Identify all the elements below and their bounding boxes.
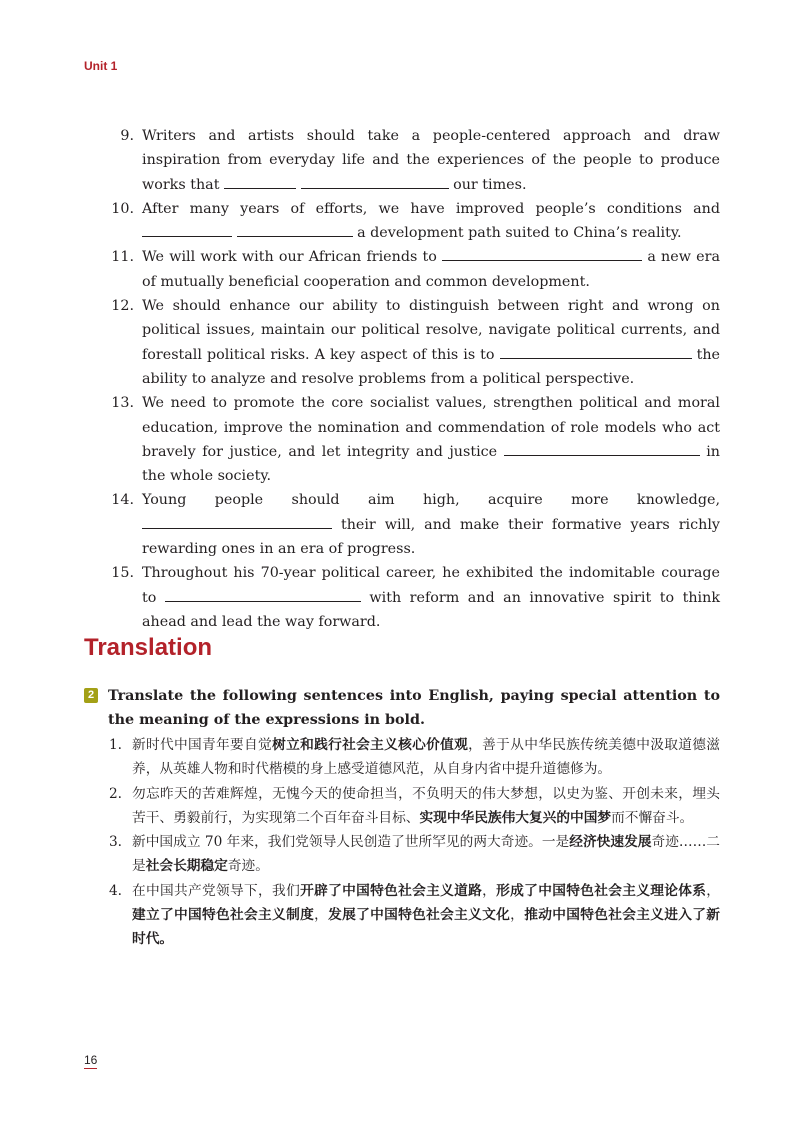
translation-text: 在中国共产党领导下，我们开辟了中国特色社会主义道路，形成了中国特色社会主义理论体系，建立了中国特色社会主义制度，发展了中国特色社会主义文化，推动中国特色社会主义进入了新时代。 <box>132 882 720 948</box>
task-instruction: Translate the following sentences into English, paying special attention to the meaning of the expressions in bold. <box>108 688 720 728</box>
exercise-text: After many years of efforts, we have improved people’s conditions and a development path suited to China’s reality. <box>142 200 720 242</box>
exercise-item <box>104 391 720 488</box>
answer-blank[interactable] <box>500 344 692 359</box>
translation-text: 新时代中国青年要自觉树立和践行社会主义核心价值观，善于从中华民族传统美德中汲取道德滋养，从英雄人物和时代楷模的身上感受道德风范，从自身内省中提升道德修为。 <box>132 737 720 778</box>
exercise-text: Young people should aim high, acquire more knowledge, their will, and make their formative years richly rewarding ones in an era of progress. <box>142 492 720 558</box>
exercise-item <box>104 561 720 634</box>
exercise-text: We should enhance our ability to distinguish between right and wrong on political issues, maintain our political resolve, navigate political currents, and forestall political risks. A key aspect of this is to the ability to analyze and resolve problems from a political perspective. <box>142 298 720 387</box>
exercise-item <box>104 124 720 197</box>
answer-blank[interactable] <box>224 174 296 189</box>
exercise-number: 15. <box>111 565 134 582</box>
answer-blank[interactable] <box>165 587 361 602</box>
exercise-item <box>104 488 720 561</box>
translation-item <box>104 782 720 831</box>
exercise-text: We need to promote the core socialist values, strengthen political and moral education, improve the nomination and commendation of role models who act bravely for justice, and let integrity and justice in the whole society. <box>142 395 721 485</box>
exercise-number: 13. <box>111 395 134 412</box>
task-number-badge: 2 <box>84 688 98 703</box>
exercise-number: 9. <box>120 128 134 144</box>
translation-item <box>104 879 720 952</box>
exercise-list <box>104 124 720 634</box>
answer-blank[interactable] <box>504 441 700 456</box>
translation-number: 1. <box>108 737 122 753</box>
answer-blank[interactable] <box>237 222 353 237</box>
answer-blank[interactable] <box>142 222 232 237</box>
answer-blank[interactable] <box>442 246 642 261</box>
translation-number: 3. <box>108 834 122 851</box>
translation-number: 2. <box>108 785 122 802</box>
page-number: 16 <box>84 1053 98 1067</box>
translation-list <box>104 733 720 952</box>
exercise-text: We will work with our African friends to a new era of mutually beneficial cooperation and common development. <box>142 245 720 294</box>
translation-text: 新中国成立 70 年来，我们党领导人民创造了世所罕见的两大奇迹。一是经济快速发展奇迹……二是社会长期稳定奇迹。 <box>132 834 720 875</box>
translation-item <box>104 733 720 782</box>
translation-task <box>84 684 720 732</box>
unit-label: Unit 1 <box>84 59 118 73</box>
exercise-number: 11. <box>111 249 134 266</box>
exercise-item <box>104 245 720 294</box>
exercise-item <box>104 294 720 391</box>
translation-text: 勿忘昨天的苦难辉煌，无愧今天的使命担当，不负明天的伟大梦想，以史为鉴、开创未来，埋头苦干、勇毅前行，为实现第二个百年奋斗目标、实现中华民族伟大复兴的中国梦而不懈奋斗。 <box>132 785 720 826</box>
exercise-text: Writers and artists should take a people-centered approach and draw inspiration from everyday life and the experiences of the people to produce works that our times. <box>142 128 720 193</box>
translation-item <box>104 830 720 879</box>
exercise-number: 10. <box>111 200 134 217</box>
answer-blank[interactable] <box>301 174 449 189</box>
exercise-item <box>104 197 720 246</box>
exercise-number: 14. <box>111 492 134 509</box>
exercise-text: Throughout his 70-year political career, he exhibited the indomitable courage to with reform and an innovative spirit to think ahead and lead the way forward. <box>142 565 720 630</box>
section-title: Translation <box>84 634 213 661</box>
exercise-number: 12. <box>111 298 134 315</box>
answer-blank[interactable] <box>142 514 332 529</box>
translation-number: 4. <box>108 882 122 899</box>
